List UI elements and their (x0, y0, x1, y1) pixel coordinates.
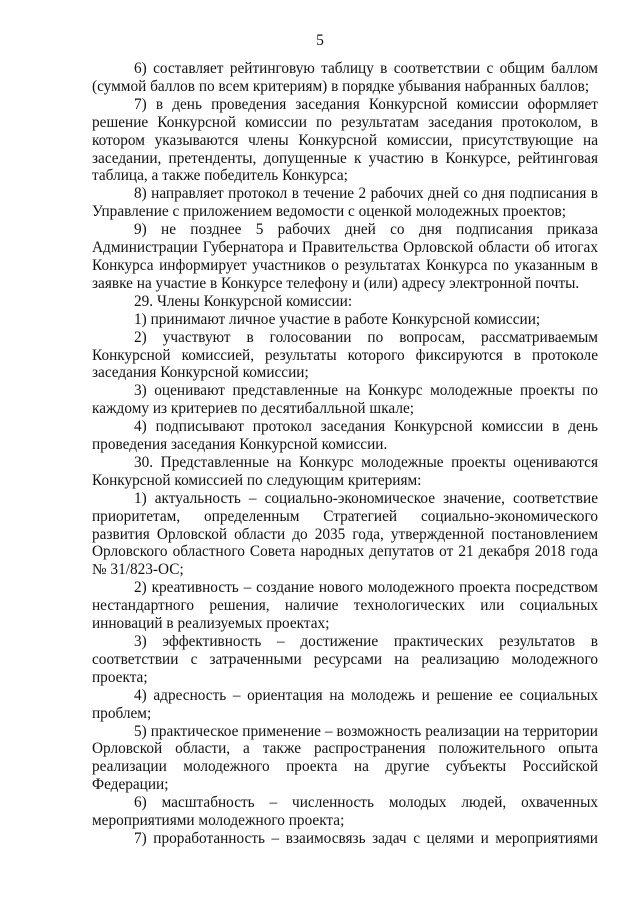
criterion-4-targeting: 4) адресность – ориентация на молодежь и решение ее социальных проблем; (92, 686, 598, 722)
paragraph-29-item-4: 4) подписывают протокол заседания Конкурсной комиссии в день проведения заседания Конкурсной комиссии. (92, 418, 598, 454)
criterion-3-efficiency: 3) эффективность – достижение практических результатов в соответствии с затраченными ресурсами на реализацию молодежного проекта; (92, 633, 598, 686)
document-body (92, 60, 598, 848)
paragraph-item-9-inform-participants: 9) не позднее 5 рабочих дней со дня подписания приказа Администрации Губернатора и Правительства Орловской области об итогах Конкурса информирует участников о результатах Конкурса по указанным в заявке на участие в Конкурсе телефону и (или) адресу электронной почты. (92, 221, 598, 292)
paragraph-item-6-rating-table: 6) составляет рейтинговую таблицу в соответствии с общим баллом (суммой баллов по всем критериям) в порядке убывания набранных баллов; (92, 60, 598, 95)
criterion-5-practical-application: 5) практическое применение – возможность реализации на территории Орловской области, а также распространения положительного опыта реализации молодежного проекта на другие субъекты Российской Федерации; (92, 722, 598, 794)
paragraph-29-heading: 29. Члены Конкурсной комиссии: (134, 292, 353, 310)
criterion-2-creativity: 2) креативность – создание нового молодежного проекта посредством нестандартного решения, наличие технологических или социальных инноваций в реализуемых проектах; (92, 579, 598, 633)
criterion-7-elaboration: 7) проработанность – взаимосвязь задач с целями и мероприятиями (134, 829, 598, 847)
paragraph-item-8-send-protocol: 8) направляет протокол в течение 2 рабочих дней со дня подписания в Управление с приложением ведомости с оценкой молодежных проектов; (92, 185, 598, 221)
paragraph-29-item-1: 1) принимают личное участие в работе Конкурсной комиссии; (134, 310, 541, 328)
paragraph-item-7-protocol: 7) в день проведения заседания Конкурсной комиссии оформляет решение Конкурсной комиссии по результатам заседания протоколом, в котором указываются члены Конкурсной комиссии, присутствующие на заседании, претенденты, допущенные к участию в Конкурсе, рейтинговая таблица, а также победитель Конкурса; (92, 95, 598, 185)
page-number: 5 (316, 32, 324, 49)
criterion-6-scale: 6) масштабность – численность молодых людей, охваченных мероприятиями молодежного проекта; (92, 794, 598, 830)
criterion-1-relevance: 1) актуальность – социально-экономическое значение, соответствие приоритетам, определенным Стратегией социально-экономического развития Орловской области до 2035 года, утвержденной постановлением Орловского областного Совета народных депутатов от 21 декабря 2018 года № 31/823-ОС; (92, 489, 598, 579)
paragraph-29-item-3: 3) оценивают представленные на Конкурс молодежные проекты по каждому из критериев по десятибалльной шкале; (92, 382, 598, 418)
paragraph-29-item-2: 2) участвуют в голосовании по вопросам, рассматриваемым Конкурсной комиссией, результаты которого фиксируются в протоколе заседания Конкурсной комиссии; (92, 328, 598, 382)
paragraph-30-heading: 30. Представленные на Конкурс молодежные проекты оцениваются Конкурсной комиссией по следующим критериям: (92, 453, 598, 489)
